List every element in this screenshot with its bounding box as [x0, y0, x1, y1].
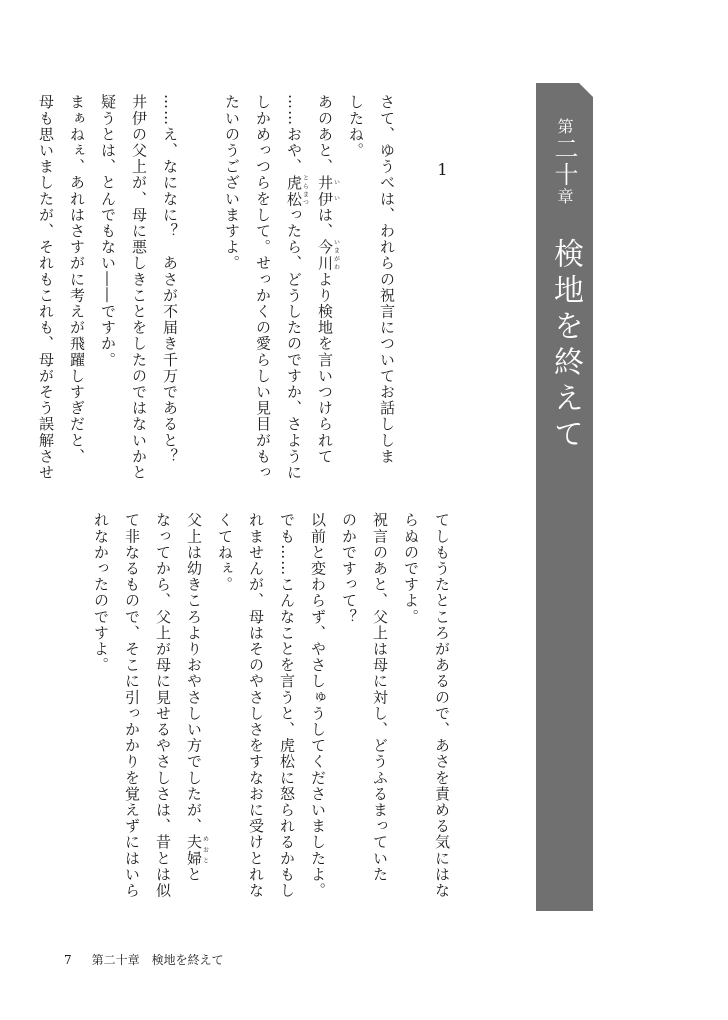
chapter-title: 検地を終えて: [548, 238, 583, 454]
section-number: 1: [433, 160, 452, 179]
page-footer: [64, 952, 224, 968]
page-number: 7: [64, 953, 72, 967]
ruby-imagawa: 今川いまがわ: [316, 238, 340, 272]
chapter-banner: [536, 83, 593, 911]
ruby-ii: 井伊いい: [316, 174, 340, 207]
chapter-number: 二十: [550, 136, 578, 188]
running-head: 第二十章 検地を終えて: [91, 953, 224, 967]
ruby-toramatsu: 虎松とらまつ: [285, 174, 309, 207]
body-text-upper: さて、ゆうべは、われらの祝言についてお話ししま したね。 あのあと、井伊いいは、今川いまがわより検地を言いつけられて ……おや、虎松とらまつったら、どうしたのですか、さように しかめっつらをして。せっかくの愛らしい見目がもっ たいのうございますよ。 ……え、なになに？ あさが不届き千万であると？ 井伊の父上が、母に悪しきことをしたのではないかと 疑うとは、とんでもない――ですか。 まぁねぇ、あれはさすがに考えが飛躍しすぎだと、 母も思いましたが、それもこれも、母がそう誤解させ: [37, 94, 396, 481]
chapter-label-prefix: 第: [555, 118, 574, 136]
ruby-meoto: 夫婦めおと: [185, 834, 209, 867]
body-text-lower: てしもうたところがあるので、あさを責める気にはな らぬのですよ。 祝言のあと、父上は母に対し、どうふるまっていた のかですって？ 以前と変わらず、やさしゅうしてくださいましたよ。 でも……こんなことを言うと、虎松に怒られるかもし れませんが、母はそのやさしさをすなおに受けとれな くてねぇ。 父上は幼きころよりおやさしい方でしたが、夫婦めおとと なってから、父上が母に見せるやさしさは、昔とは似 て非なるもので、そこに引っかかりを覚えずにはいら れなかったのですよ。: [92, 512, 451, 899]
chapter-label-suffix: 章: [555, 188, 574, 206]
chapter-label: [549, 118, 579, 206]
